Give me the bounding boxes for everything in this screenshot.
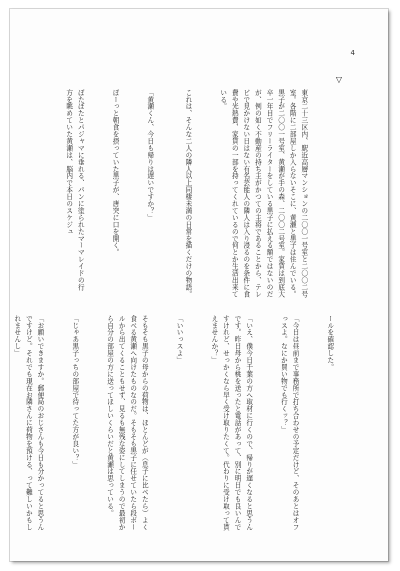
section-marker: ▽ bbox=[335, 75, 342, 84]
dialogue-line: 「お願いできますか。郵便局のおじさんも今日も分かってると思うんですけど。それでも現在お隣さんに荷物を預ける、って難しいかもしれませんし」 bbox=[12, 315, 44, 531]
dialogue-line: ールを確認した。 bbox=[325, 315, 334, 371]
dialogue-line: 「今日は昼前まで事務所で打ち合わせの予定だけど、そのあとはオフっスよ。なにか買い物でも行くッ？」 bbox=[279, 315, 300, 531]
intro-text-block bbox=[183, 89, 332, 304]
dialogue-line: ぼーっと朝食を摂っていた黒子が、唐突に口を開く。 bbox=[111, 89, 120, 256]
dialogue-line: 「黄瀬くん、今日も帰りは遅いですか？」 bbox=[145, 89, 154, 222]
dialogue-line: そもそも黒子の母からの荷物は、ほとんどが（息子に比べたら）よく食べる黄瀬へ向けたものなのだ。そもそも黒子に任せていたら段ボールから出てくることもせず、見るも無残な姿にしてしまうので最初から自分の部屋の方に送ってほしいくらいだと黄瀬は思っている。 bbox=[105, 315, 149, 531]
book-page bbox=[10, 9, 388, 561]
dialogue-line: ぼたぼたとパジャマに垂れる、パンに塗られたマーマレイドの行方を眺めていた黄瀬は、脳内で本日のスケジュ bbox=[64, 89, 85, 291]
dialogue-line: 「いいっスよ」 bbox=[175, 315, 184, 364]
dialogue-line: 「いえ、僕今日千葉の方へ取材に行くので、帰りが遅くなると思うんです。昨日母から桃を送ったと電話があって、別に明日でも良いんですけれど、せっかくなら早く受け取りたくて。代わりに受け取って貰えませんか？」 bbox=[209, 315, 253, 531]
intro-paragraph-1: 東京二十三区内、駅近高層マンションの二〇〇一号室と二〇〇二号室。各階に二部屋しか入らないそこに、黄瀬と黒子は住んでいる。黒子が二〇〇一号室、黄瀬が手の森、二〇〇二号室。家賃は到底大卒一年目でフリーライターをしている黒子に払える額ではないのだが、例の如く不動産の持ち主がかつての主将であることから、テレビで見かけない日はない有名芸能人の隣人は入り浸るのを条件に食費や光熱費、家賃の一部を持ってくれているので何とか生活出来ている。 bbox=[218, 89, 308, 298]
intro-paragraph-2: これは、そんな二人の隣人以上同棲未満の日常を描くだけの物語。 bbox=[183, 89, 192, 298]
dialogue-line: 「じゃあ黒子っちの部屋で待ってた方が良い？」 bbox=[70, 315, 79, 468]
dialogue-text-block-right bbox=[12, 315, 358, 535]
dialogue-text-block-left bbox=[64, 89, 178, 294]
page-number: 4 bbox=[350, 49, 355, 57]
